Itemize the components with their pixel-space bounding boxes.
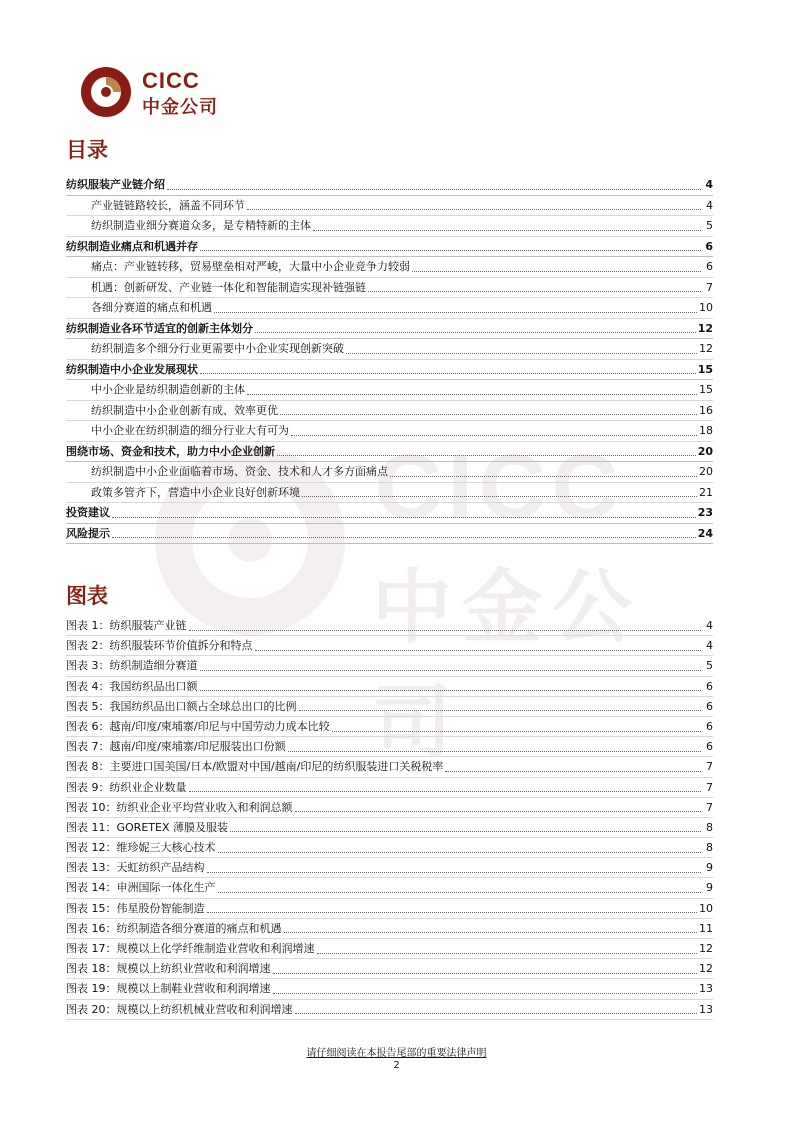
dot-leader xyxy=(288,740,701,752)
entry-title: 纺织制造多个细分行业更需要中小企业实现创新突破 xyxy=(91,342,344,355)
entry-page-number: 13 xyxy=(699,1002,713,1016)
toc-subsection-entry[interactable] xyxy=(66,298,713,319)
entry-title: 中小企业是纺织制造创新的主体 xyxy=(91,383,245,396)
entry-page-number: 12 xyxy=(699,942,713,955)
dot-leader xyxy=(313,219,701,231)
dot-leader xyxy=(200,679,702,691)
figure-entry[interactable] xyxy=(66,757,713,777)
entry-page-number: 5 xyxy=(706,219,713,232)
figure-entry[interactable] xyxy=(66,697,713,717)
entry-title: 图表 6：越南/印度/柬埔寨/印尼与中国劳动力成本比较 xyxy=(66,719,330,733)
toc-section-entry[interactable] xyxy=(66,360,713,381)
dot-leader xyxy=(280,403,697,415)
entry-page-number: 12 xyxy=(699,962,713,976)
toc-list xyxy=(66,175,713,544)
entry-title: 图表 9：纺织业企业数量 xyxy=(66,780,187,794)
dot-leader xyxy=(255,321,696,333)
dot-leader xyxy=(167,178,701,190)
entry-title: 纺织制造业细分赛道众多，是专精特新的主体 xyxy=(91,219,311,232)
entry-title: 政策多管齐下，营造中小企业良好创新环境 xyxy=(91,485,300,499)
watermark-text-cn: 中金公司 xyxy=(372,561,642,769)
entry-title: 图表 7：越南/印度/柬埔寨/印尼服装出口份额 xyxy=(66,740,286,754)
logo-text-cn: 中金公司 xyxy=(142,97,218,118)
entry-title: 图表 10：纺织业企业平均营业收入和利润总额 xyxy=(66,800,293,814)
dot-leader xyxy=(291,424,697,436)
entry-page-number: 11 xyxy=(699,921,713,935)
entry-page-number: 4 xyxy=(706,198,713,212)
figure-entry[interactable] xyxy=(66,737,713,757)
dot-leader xyxy=(247,383,697,395)
dot-leader xyxy=(189,619,702,631)
dot-leader xyxy=(218,841,702,853)
figure-entry[interactable] xyxy=(66,838,713,858)
figures-title: 图表 xyxy=(66,584,108,608)
entry-title: 图表 2：纺织服装环节价值拆分和特点 xyxy=(66,639,253,653)
entry-title: 投资建议 xyxy=(66,506,110,519)
figure-entry[interactable] xyxy=(66,858,713,878)
entry-page-number: 4 xyxy=(706,639,713,653)
dot-leader xyxy=(189,780,702,792)
entry-title: 图表 16：纺织制造各细分赛道的痛点和机遇 xyxy=(66,921,282,935)
entry-page-number: 6 xyxy=(706,719,713,733)
entry-title: 产业链链路较长，涵盖不同环节 xyxy=(91,198,245,212)
entry-title: 风险提示 xyxy=(66,526,110,540)
entry-page-number: 6 xyxy=(706,740,713,754)
toc-section-entry[interactable] xyxy=(66,319,713,340)
dot-leader xyxy=(390,465,697,477)
entry-title: 图表 1：纺织服装产业链 xyxy=(66,619,187,632)
entry-page-number: 23 xyxy=(697,506,713,519)
dot-leader xyxy=(200,239,701,251)
entry-title: 图表 8：主要进口国美国/日本/欧盟对中国/越南/印尼的纺织服装进口关税税率 xyxy=(66,760,444,774)
entry-page-number: 7 xyxy=(706,280,713,294)
dot-leader xyxy=(218,881,702,893)
cicc-logo-mark-icon xyxy=(80,66,132,118)
entry-page-number: 6 xyxy=(706,699,713,713)
toc-section-entry[interactable] xyxy=(66,442,713,463)
entry-page-number: 12 xyxy=(697,321,713,335)
entry-title: 纺织制造中小企业发展现状 xyxy=(66,362,198,376)
toc-subsection-entry[interactable] xyxy=(66,421,713,442)
toc-subsection-entry[interactable] xyxy=(66,216,713,237)
watermark-text-en: CICC xyxy=(375,436,624,538)
figure-entry[interactable] xyxy=(66,717,713,737)
entry-page-number: 10 xyxy=(699,301,713,314)
entry-page-number: 6 xyxy=(706,260,713,273)
figure-entry[interactable] xyxy=(66,939,713,959)
entry-page-number: 16 xyxy=(699,403,713,417)
figure-entry[interactable] xyxy=(66,959,713,979)
entry-title: 纺织服装产业链介绍 xyxy=(66,178,165,191)
toc-section-entry[interactable] xyxy=(66,237,713,258)
entry-page-number: 7 xyxy=(706,800,713,814)
figure-entry[interactable] xyxy=(66,656,713,676)
entry-page-number: 8 xyxy=(706,841,713,855)
entry-title: 图表 15：伟星股份智能制造 xyxy=(66,901,205,915)
entry-title: 各细分赛道的痛点和机遇 xyxy=(91,301,212,314)
entry-title: 图表 14：申洲国际一体化生产 xyxy=(66,881,216,895)
entry-page-number: 6 xyxy=(706,679,713,693)
toc-subsection-entry[interactable] xyxy=(66,462,713,483)
entry-page-number: 5 xyxy=(706,659,713,673)
entry-title: 机遇：创新研发、产业链一体化和智能制造实现补链强链 xyxy=(91,280,366,294)
entry-page-number: 20 xyxy=(697,444,713,458)
entry-page-number: 9 xyxy=(706,881,713,895)
entry-page-number: 24 xyxy=(697,526,713,540)
entry-title: 图表 19：规模以上制鞋业营收和利润增速 xyxy=(66,982,271,996)
figure-entry[interactable] xyxy=(66,1000,713,1020)
figure-entry[interactable] xyxy=(66,919,713,939)
dot-leader xyxy=(445,760,701,772)
toc-section-entry[interactable] xyxy=(66,503,713,524)
dot-leader xyxy=(112,506,696,518)
dot-leader xyxy=(273,982,698,994)
dot-leader xyxy=(230,820,701,832)
dot-leader xyxy=(295,1002,698,1014)
dot-leader xyxy=(273,962,698,974)
toc-title: 目录 xyxy=(66,138,108,162)
dot-leader xyxy=(346,342,697,354)
toc-subsection-entry[interactable] xyxy=(66,483,713,504)
dot-leader xyxy=(412,260,701,272)
entry-title: 痛点：产业链转移，贸易壁垒相对严峻，大量中小企业竞争力较弱 xyxy=(91,260,410,273)
entry-title: 图表 11：GORETEX 薄膜及服装 xyxy=(66,820,228,834)
dot-leader xyxy=(277,444,696,456)
entry-title: 图表 20：规模以上纺织机械业营收和利润增速 xyxy=(66,1002,293,1016)
dot-leader xyxy=(247,198,701,210)
dot-leader xyxy=(368,280,701,292)
dot-leader xyxy=(207,901,698,913)
dot-leader xyxy=(299,699,702,711)
legal-notice-link[interactable]: 请仔细阅读在本报告尾部的重要法律声明 xyxy=(306,1048,487,1059)
toc-subsection-entry[interactable] xyxy=(66,401,713,422)
entry-page-number: 8 xyxy=(706,820,713,834)
dot-leader xyxy=(255,639,702,651)
figure-entry[interactable] xyxy=(66,899,713,919)
figures-list xyxy=(66,616,713,1020)
cicc-logo xyxy=(80,66,240,118)
figure-entry[interactable] xyxy=(66,818,713,838)
toc-subsection-entry[interactable] xyxy=(66,339,713,360)
toc-subsection-entry[interactable] xyxy=(66,380,713,401)
toc-subsection-entry[interactable] xyxy=(66,257,713,278)
entry-page-number: 15 xyxy=(699,383,713,396)
dot-leader xyxy=(112,526,696,538)
toc-subsection-entry[interactable] xyxy=(66,196,713,217)
figure-entry[interactable] xyxy=(66,878,713,898)
figure-entry[interactable] xyxy=(66,636,713,656)
entry-page-number: 10 xyxy=(699,901,713,915)
figure-entry[interactable] xyxy=(66,798,713,818)
dot-leader xyxy=(317,942,698,954)
entry-page-number: 21 xyxy=(699,485,713,499)
dot-leader xyxy=(200,659,702,671)
entry-title: 图表 3：纺织制造细分赛道 xyxy=(66,659,198,673)
entry-page-number: 7 xyxy=(706,780,713,794)
entry-title: 纺织制造中小企业创新有成、效率更优 xyxy=(91,403,278,417)
entry-page-number: 6 xyxy=(705,239,713,253)
figure-entry[interactable] xyxy=(66,778,713,798)
figure-entry[interactable] xyxy=(66,616,713,636)
toc-section-entry[interactable] xyxy=(66,175,713,196)
entry-title: 纺织制造业各环节适宜的创新主体划分 xyxy=(66,321,253,335)
entry-title: 纺织制造业痛点和机遇并存 xyxy=(66,239,198,253)
dot-leader xyxy=(284,921,698,933)
entry-page-number: 12 xyxy=(699,342,713,355)
entry-title: 纺织制造中小企业面临着市场、资金、技术和人才多方面痛点 xyxy=(91,465,388,478)
entry-page-number: 18 xyxy=(699,424,713,437)
entry-page-number: 4 xyxy=(706,619,713,632)
dot-leader xyxy=(207,861,702,873)
entry-title: 图表 4：我国纺织品出口额 xyxy=(66,679,198,693)
dot-leader xyxy=(214,301,697,313)
figure-entry[interactable] xyxy=(66,677,713,697)
page-number: 2 xyxy=(393,1060,400,1071)
toc-subsection-entry[interactable] xyxy=(66,278,713,299)
entry-title: 围绕市场、资金和技术，助力中小企业创新 xyxy=(66,444,275,458)
entry-title: 图表 17：规模以上化学纤维制造业营收和利润增速 xyxy=(66,942,315,955)
entry-page-number: 13 xyxy=(699,982,713,996)
entry-page-number: 15 xyxy=(697,362,713,376)
entry-title: 中小企业在纺织制造的细分行业大有可为 xyxy=(91,424,289,437)
entry-page-number: 7 xyxy=(706,760,713,774)
dot-leader xyxy=(332,720,701,732)
dot-leader xyxy=(302,485,697,497)
entry-page-number: 4 xyxy=(705,178,713,191)
entry-title: 图表 12：维珍妮三大核心技术 xyxy=(66,841,216,855)
entry-page-number: 9 xyxy=(706,861,713,875)
figure-entry[interactable] xyxy=(66,979,713,999)
entry-title: 图表 5：我国纺织品出口额占全球总出口的比例 xyxy=(66,699,297,713)
logo-text-en: CICC xyxy=(142,68,200,93)
entry-page-number: 20 xyxy=(699,465,713,478)
entry-title: 图表 13：天虹纺织产品结构 xyxy=(66,861,205,875)
dot-leader xyxy=(295,800,702,812)
dot-leader xyxy=(200,362,696,374)
toc-section-entry[interactable] xyxy=(66,524,713,545)
entry-title: 图表 18：规模以上纺织业营收和利润增速 xyxy=(66,962,271,976)
